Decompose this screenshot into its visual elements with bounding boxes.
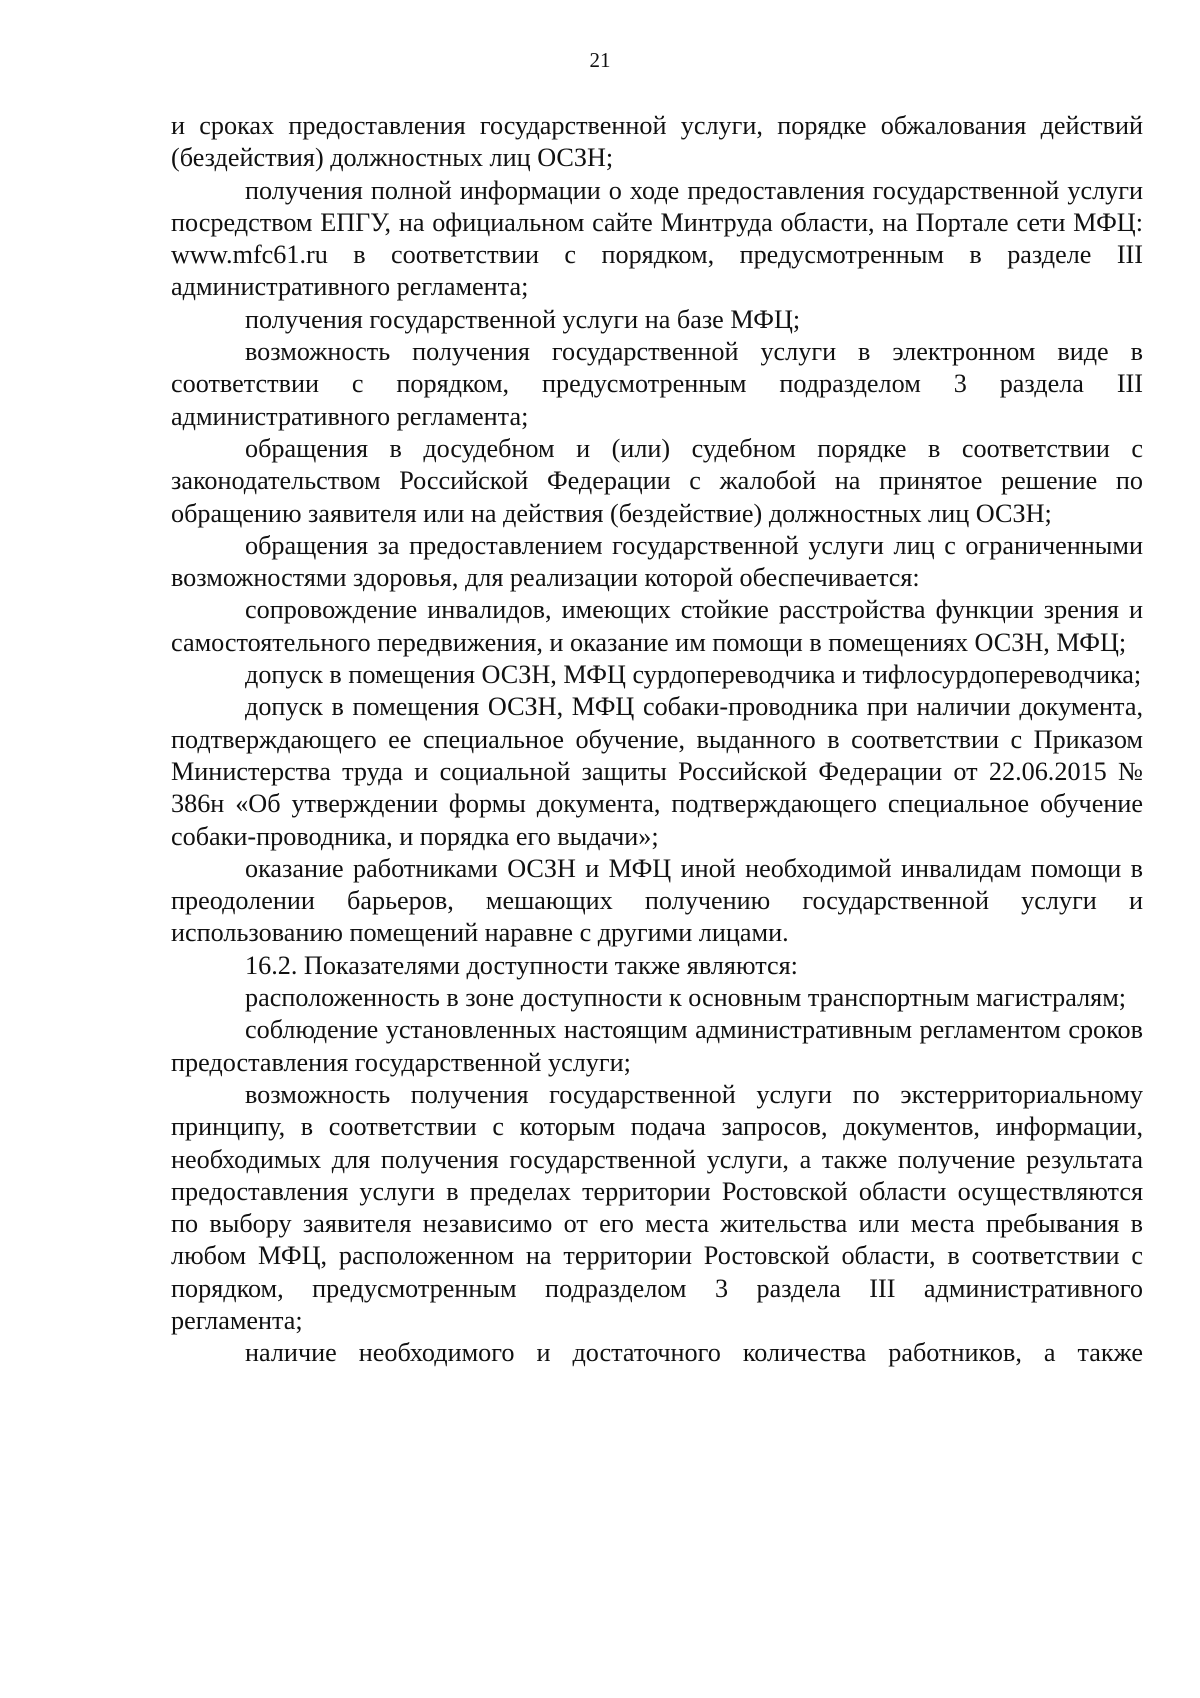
paragraph: 16.2. Показателями доступности также являются: xyxy=(245,950,798,980)
paragraph: возможность получения государственной услуги в электронном виде в соответствии с порядком, предусмотренным подразделом 3 раздела III административного регламента; xyxy=(171,337,1143,431)
paragraph: оказание работниками ОСЗН и МФЦ иной необходимой инвалидам помощи в преодолении барьеров, мешающих получению государственной услуги и использованию помещений наравне с другими лицами. xyxy=(171,853,1143,948)
paragraph: допуск в помещения ОСЗН, МФЦ собаки-проводника при наличии документа, подтверждающего ее специальное обучение, выданного в соответствии с Приказом Министерства труда и социальной защиты Российской Федерации от 22.06.2015 № 386н «Об утверждении формы документа, подтверждающего специальное обучение собаки-проводника, и порядка его выдачи»; xyxy=(171,692,1143,851)
paragraph: обращения за предоставлением государственной услуги лиц с ограниченными возможностями здоровья, для реализации которой обеспечивается: xyxy=(171,530,1143,593)
paragraph: возможность получения государственной услуги по экстерриториальному принципу, в соответствии с которым подача запросов, документов, информации, необходимых для получения государственной услуги, а также получение результата предоставления услуги в пределах территории Ростовской области осуществляются по выбору заявителя независимо от его места жительства или места пребывания в любом МФЦ, расположенном на территории Ростовской области, в соответствии с порядком, предусмотренным подразделом 3 раздела III административного регламента; xyxy=(171,1079,1143,1335)
paragraph: соблюдение установленных настоящим административным регламентом сроков предоставления государственной услуги; xyxy=(171,1015,1143,1077)
paragraph: сопровождение инвалидов, имеющих стойкие расстройства функции зрения и самостоятельного передвижения, и оказание им помощи в помещениях ОСЗН, МФЦ; xyxy=(171,595,1143,657)
paragraph: обращения в досудебном и (или) судебном порядке в соответствии с законодательством Российской Федерации с жалобой на принятое решение по обращению заявителя или на действия (бездействие) должностных лиц ОСЗН; xyxy=(171,433,1143,528)
body-text xyxy=(171,110,1143,1370)
paragraph: получения государственной услуги на базе МФЦ; xyxy=(245,304,801,334)
paragraph: и сроках предоставления государственной услуги, порядке обжалования действий (бездействия) должностных лиц ОСЗН; xyxy=(171,111,1143,173)
page-number: 21 xyxy=(589,48,611,72)
paragraph: расположенность в зоне доступности к основным транспортным магистралям; xyxy=(245,983,1127,1013)
paragraph: допуск в помещения ОСЗН, МФЦ сурдопереводчика и тифлосурдопереводчика; xyxy=(245,660,1142,690)
paragraph: получения полной информации о ходе предоставления государственной услуги посредством ЕПГУ, на официальном сайте Минтруда области, на Портале сети МФЦ: www.mfc61.ru в соответствии с порядком, предусмотренным в разделе III административного регламента; xyxy=(171,175,1143,302)
paragraph: наличие необходимого и достаточного количества работников, а также xyxy=(245,1338,1143,1368)
